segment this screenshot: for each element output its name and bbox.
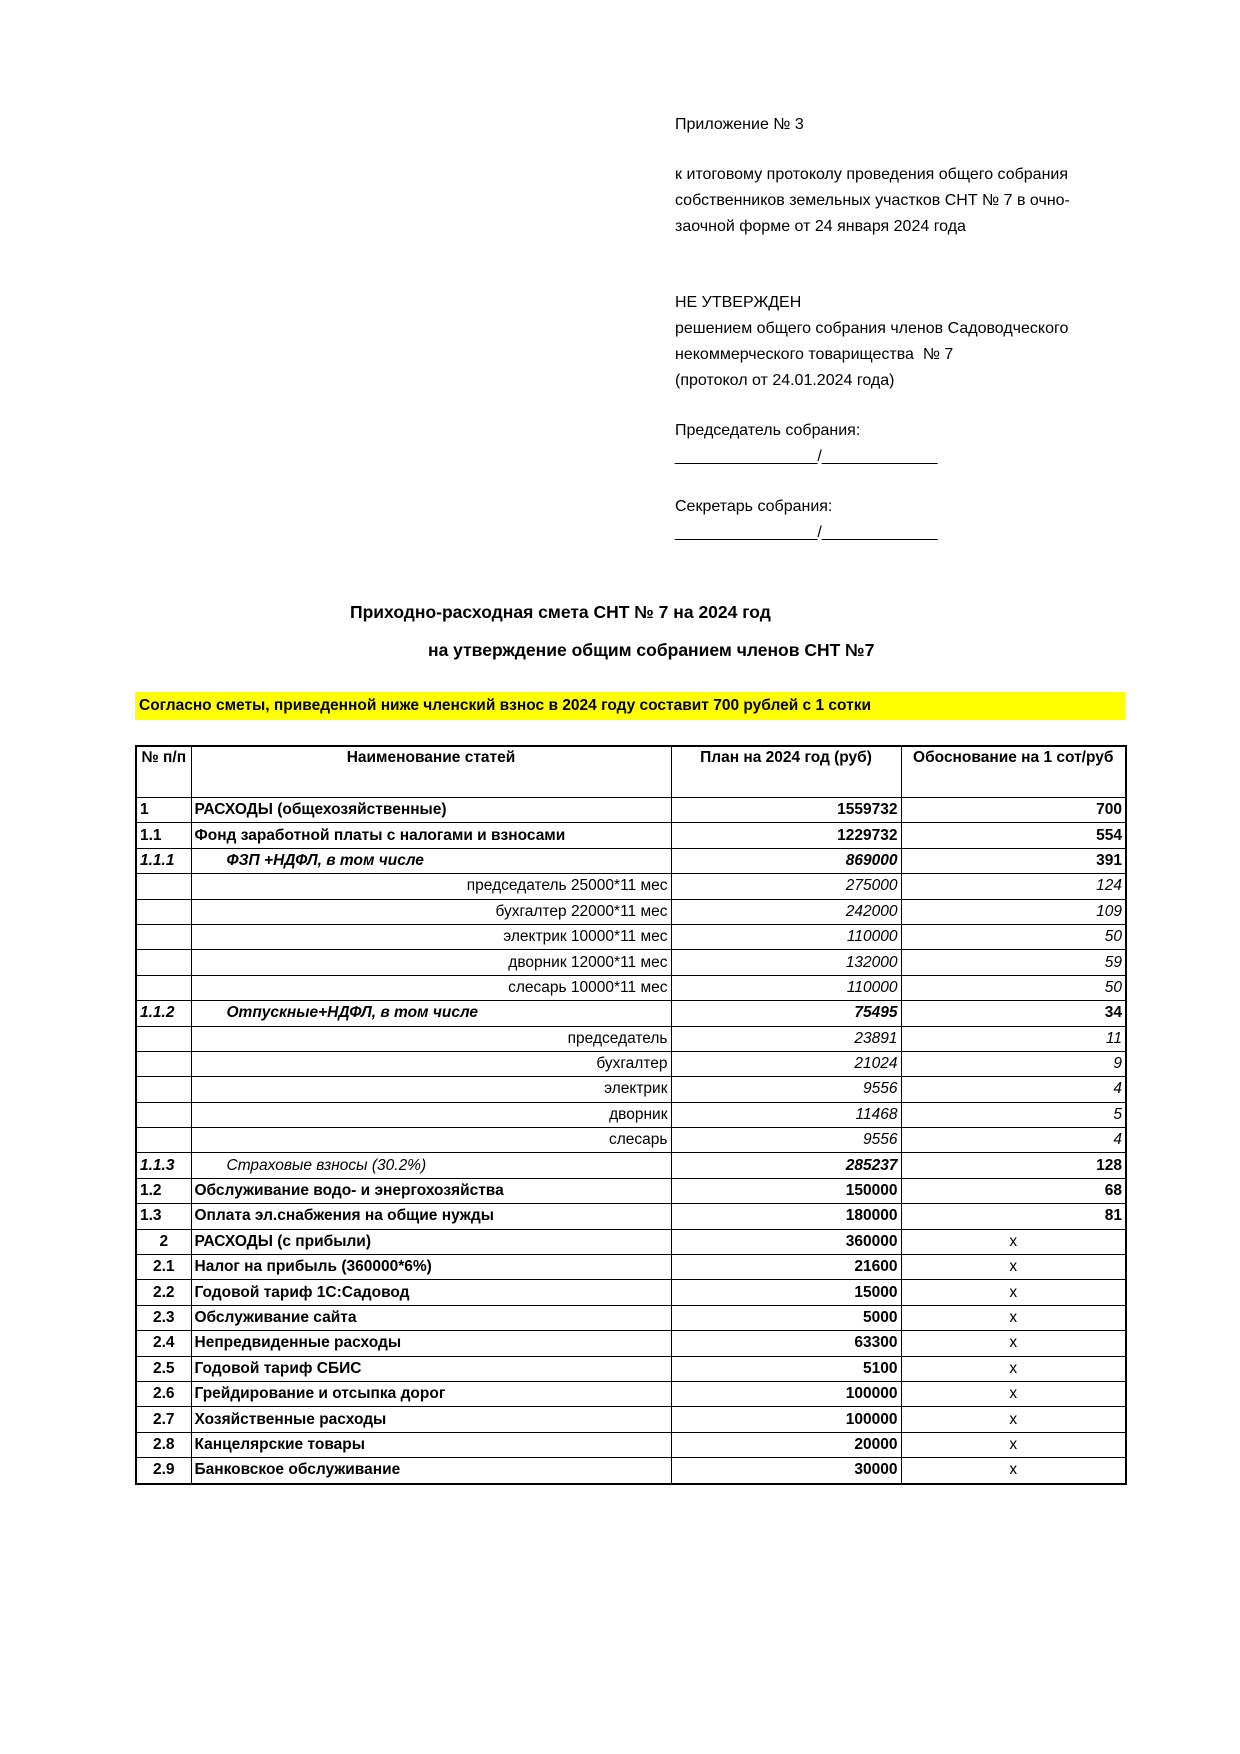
cell-name: Годовой тариф СБИС [191,1356,671,1381]
cell-plan: 100000 [671,1407,901,1432]
cell-basis: 50 [901,924,1126,949]
cell-basis: 68 [901,1178,1126,1203]
cell-num [136,924,191,949]
table-row [136,1001,1126,1026]
cell-name: ФЗП +НДФЛ, в том числе [191,848,671,873]
table-row [136,1255,1126,1280]
table-row [136,848,1126,873]
cell-plan: 5000 [671,1305,901,1330]
cell-plan: 132000 [671,950,901,975]
table-row [136,823,1126,848]
cell-name: Налог на прибыль (360000*6%) [191,1255,671,1280]
cell-basis: 700 [901,798,1126,823]
cell-num: 1.1.2 [136,1001,191,1026]
approval-line: решением общего собрания членов Садоводческого [675,320,1069,337]
cell-basis: x [901,1407,1126,1432]
cell-basis: 109 [901,899,1126,924]
cell-plan: 75495 [671,1001,901,1026]
table-row [136,1204,1126,1229]
protocol-line: к итоговому протоколу проведения общего собрания [675,166,1069,183]
cell-name: Страховые взносы (30.2%) [191,1153,671,1178]
table-row [136,798,1126,823]
cell-name: дворник 12000*11 мес [191,950,671,975]
cell-plan: 30000 [671,1458,901,1484]
cell-num: 2.5 [136,1356,191,1381]
cell-plan: 100000 [671,1381,901,1406]
cell-num: 2.2 [136,1280,191,1305]
cell-name: бухгалтер 22000*11 мес [191,899,671,924]
document-header [675,112,1135,546]
cell-name: слесарь 10000*11 мес [191,975,671,1000]
cell-name: Непредвиденные расходы [191,1331,671,1356]
table-row [136,1051,1126,1076]
cell-basis: 34 [901,1001,1126,1026]
cell-name: дворник [191,1102,671,1127]
cell-basis: x [901,1458,1126,1484]
cell-num: 1.3 [136,1204,191,1229]
cell-plan: 20000 [671,1432,901,1457]
cell-num: 1.1.1 [136,848,191,873]
table-row [136,950,1126,975]
cell-basis: 5 [901,1102,1126,1127]
cell-num: 1 [136,798,191,823]
protocol-line: заочной форме от 24 января 2024 года [675,218,966,235]
document-subtitle: на утверждение общим собранием членов СНТ №7 [428,640,875,660]
cell-num [136,1051,191,1076]
table-row [136,1102,1126,1127]
cell-name: председатель 25000*11 мес [191,874,671,899]
table-row [136,1229,1126,1254]
table-header-row [136,746,1126,798]
cell-basis: 391 [901,848,1126,873]
document-title: Приходно-расходная смета СНТ № 7 на 2024 год [350,602,771,622]
cell-plan: 110000 [671,924,901,949]
cell-plan: 5100 [671,1356,901,1381]
cell-plan: 21024 [671,1051,901,1076]
cell-basis: x [901,1331,1126,1356]
budget-table [135,745,1127,1485]
cell-plan: 63300 [671,1331,901,1356]
header-plan: План на 2024 год (руб) [671,746,901,798]
protocol-line: собственников земельных участков СНТ № 7 в очно- [675,192,1070,209]
cell-basis: x [901,1305,1126,1330]
cell-num: 2 [136,1229,191,1254]
cell-basis: 124 [901,874,1126,899]
cell-basis: x [901,1432,1126,1457]
cell-basis: 59 [901,950,1126,975]
cell-basis: x [901,1255,1126,1280]
cell-name: Грейдирование и отсыпка дорог [191,1381,671,1406]
chairman-signature-line: ________________/_____________ [675,448,938,465]
cell-name: Отпускные+НДФЛ, в том числе [191,1001,671,1026]
table-row [136,1128,1126,1153]
cell-name: Обслуживание водо- и энергохозяйства [191,1178,671,1203]
cell-num [136,950,191,975]
cell-name: слесарь [191,1128,671,1153]
cell-basis: x [901,1280,1126,1305]
table-row [136,1356,1126,1381]
cell-plan: 150000 [671,1178,901,1203]
table-row [136,1407,1126,1432]
table-row [136,1077,1126,1102]
cell-plan: 11468 [671,1102,901,1127]
cell-name: электрик 10000*11 мес [191,924,671,949]
cell-plan: 1229732 [671,823,901,848]
cell-num: 2.9 [136,1458,191,1484]
cell-num [136,1128,191,1153]
cell-num [136,1026,191,1051]
cell-basis: 50 [901,975,1126,1000]
cell-basis: 128 [901,1153,1126,1178]
table-row [136,1381,1126,1406]
cell-name: электрик [191,1077,671,1102]
table-row [136,975,1126,1000]
table-row [136,1305,1126,1330]
cell-basis: x [901,1381,1126,1406]
budget-table-body [136,798,1126,1484]
cell-num: 1.1.3 [136,1153,191,1178]
cell-num [136,899,191,924]
cell-num: 2.8 [136,1432,191,1457]
table-row [136,899,1126,924]
approval-line: (протокол от 24.01.2024 года) [675,372,895,389]
cell-plan: 869000 [671,848,901,873]
cell-num: 2.3 [136,1305,191,1330]
cell-name: Оплата эл.снабжения на общие нужды [191,1204,671,1229]
table-row [136,874,1126,899]
cell-name: Банковское обслуживание [191,1458,671,1484]
cell-num: 2.4 [136,1331,191,1356]
approval-line: НЕ УТВЕРЖДЕН [675,294,802,311]
cell-name: Годовой тариф 1С:Садовод [191,1280,671,1305]
cell-num: 1.2 [136,1178,191,1203]
cell-basis: x [901,1356,1126,1381]
highlight-banner: Согласно сметы, приведенной ниже членский взнос в 2024 году составит 700 рублей с 1 сотки [135,692,1125,720]
table-row [136,1153,1126,1178]
cell-plan: 242000 [671,899,901,924]
cell-plan: 23891 [671,1026,901,1051]
header-name: Наименование статей [191,746,671,798]
cell-plan: 275000 [671,874,901,899]
cell-name: РАСХОДЫ (общехозяйственные) [191,798,671,823]
cell-num: 1.1 [136,823,191,848]
header-basis: Обоснование на 1 сот/руб [901,746,1126,798]
cell-num: 2.7 [136,1407,191,1432]
appendix-label: Приложение № 3 [675,116,804,133]
table-row [136,1432,1126,1457]
cell-name: Обслуживание сайта [191,1305,671,1330]
table-row [136,1331,1126,1356]
cell-basis: 81 [901,1204,1126,1229]
cell-plan: 21600 [671,1255,901,1280]
header-num: № п/п [136,746,191,798]
chairman-label: Председатель собрания: [675,422,861,439]
cell-num: 2.6 [136,1381,191,1406]
cell-name: Хозяйственные расходы [191,1407,671,1432]
cell-plan: 285237 [671,1153,901,1178]
cell-basis: 9 [901,1051,1126,1076]
cell-name: Фонд заработной платы с налогами и взносами [191,823,671,848]
table-row [136,1178,1126,1203]
cell-basis: 11 [901,1026,1126,1051]
cell-name: РАСХОДЫ (с прибыли) [191,1229,671,1254]
cell-name: председатель [191,1026,671,1051]
secretary-label: Секретарь собрания: [675,498,833,515]
table-row [136,1280,1126,1305]
cell-plan: 110000 [671,975,901,1000]
cell-num [136,975,191,1000]
table-row [136,924,1126,949]
table-row [136,1026,1126,1051]
cell-basis: 4 [901,1077,1126,1102]
cell-basis: 4 [901,1128,1126,1153]
cell-plan: 9556 [671,1128,901,1153]
table-row [136,1458,1126,1484]
cell-plan: 1559732 [671,798,901,823]
cell-plan: 15000 [671,1280,901,1305]
cell-name: бухгалтер [191,1051,671,1076]
approval-line: некоммерческого товарищества № 7 [675,346,954,363]
cell-plan: 360000 [671,1229,901,1254]
cell-num [136,1102,191,1127]
cell-num [136,1077,191,1102]
cell-name: Канцелярские товары [191,1432,671,1457]
cell-plan: 180000 [671,1204,901,1229]
cell-basis: x [901,1229,1126,1254]
secretary-signature-line: ________________/_____________ [675,524,938,541]
cell-num [136,874,191,899]
cell-basis: 554 [901,823,1126,848]
cell-plan: 9556 [671,1077,901,1102]
cell-num: 2.1 [136,1255,191,1280]
